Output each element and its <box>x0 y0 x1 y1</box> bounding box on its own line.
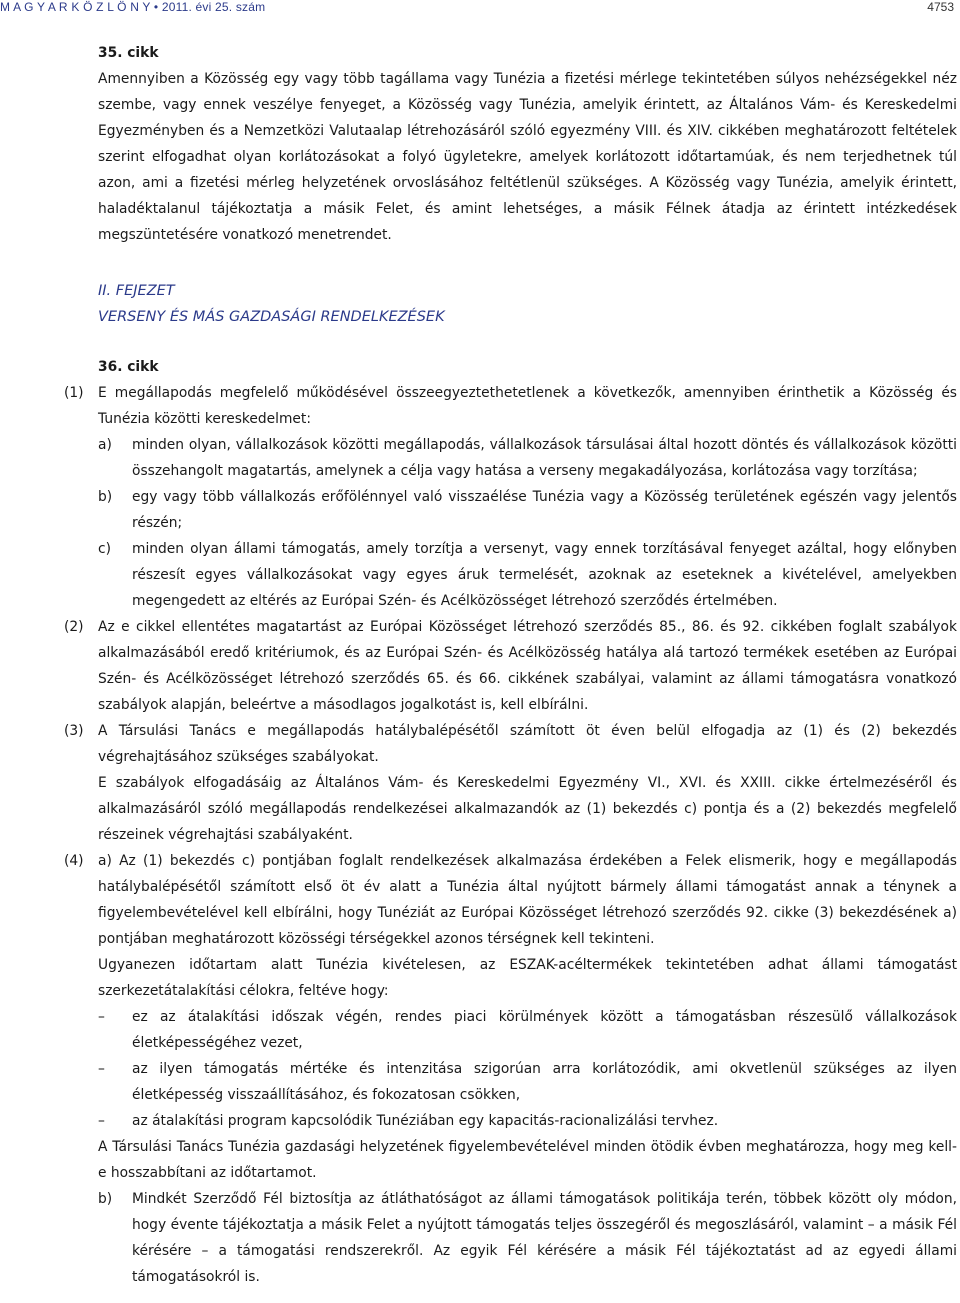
dash-text: az átalakítási program kapcsolódik Tunéziában egy kapacitás-racionalizálási tervhez. <box>132 1113 719 1129</box>
item-text: egy vagy több vállalkozás erőfölénnyel való visszaélése Tunézia vagy a Közösség területének egészén vagy jelentős részén; <box>132 489 957 531</box>
item-label: b) <box>98 489 113 505</box>
item-text: Mindkét Szerződő Fél biztosítja az átláthatóságot az állami támogatások politikája terén, többek között oly módon, hogy évente tájékoztatja a másik Felet a nyújtott támogatás teljes összegéről és megoszlásáról, valamint – a másik Fél kérésére – a támogatási rendszerekről. Az egyik Fél kérésére a másik Fél tájékoztatást ad az egyedi állami támogatásokról is. <box>132 1191 957 1285</box>
paragraph-2 <box>64 614 957 718</box>
page-number: 4753 <box>927 0 954 14</box>
paragraph-4 <box>64 848 957 1004</box>
list-item <box>98 484 957 536</box>
article-35-title: 35. cikk <box>98 45 159 61</box>
list-item <box>98 536 957 614</box>
list-item <box>98 1186 957 1290</box>
dash-item <box>98 1108 957 1134</box>
dash-mark: – <box>98 1009 105 1025</box>
article-35-text: Amennyiben a Közösség egy vagy több tagállama vagy Tunézia a fizetési mérlege tekintetében súlyos nehézségekkel néz szembe, vagy ennek veszélye fenyeget, a Közösség vagy Tunézia, amelyik érintett, az Általános Vám- és Kereskedelmi Egyezményben és a Nemzetközi Valutaalap létrehozásáról szóló egyezmény VIII. és XIV. cikkében meghatározott feltételek szerint elfogadhat olyan korlátozásokat a folyó ügyletekre, amelyek korlátozott időtartamúak, és nem terjedhetnek túl azon, ami a fizetési mérleg helyzetének orvoslásához feltétlenül szükséges. A Közösség vagy Tunézia, amelyik érintett, haladéktalanul tájékoztatja a másik Felet, és amint lehetséges, a másik Félnek átadja az érintett intézkedések megszüntetésére vonatkozó menetrendet. <box>98 71 957 243</box>
item-label: c) <box>98 541 111 557</box>
list-item <box>98 432 957 484</box>
dash-mark: – <box>98 1113 105 1129</box>
page-header <box>0 0 960 16</box>
paragraph-text: E megállapodás megfelelő működésével összeegyeztethetetlenek a következők, amennyiben érinthetik a Közösség és Tunézia közötti kereskedelmet: <box>98 385 957 427</box>
item-text: minden olyan, vállalkozások közötti megállapodás, vállalkozások társulásai által hozott döntés és vállalkozások közötti összehangolt magatartás, amelynek a célja vagy hatása a verseny megakadályozása, korlátozása vagy torzítása; <box>132 437 957 479</box>
dash-item <box>98 1004 957 1056</box>
item-label: a) <box>98 437 112 453</box>
dash-item <box>98 1056 957 1108</box>
dash-mark: – <box>98 1061 105 1077</box>
paragraph-number: (2) <box>64 619 84 635</box>
article-36-title: 36. cikk <box>98 359 159 375</box>
item-text: minden olyan állami támogatás, amely torzítja a versenyt, vagy ennek torzításával fenyeget azáltal, hogy előnyben részesít egyes vállalkozásokat vagy egyes áruk termelését, azoknak az eseteknek a kivételével, amelyekben megengedett az eltérés az Európai Szén- és Acélközösséget létrehozó szerződés értelmében. <box>132 541 957 609</box>
item-label: b) <box>98 1191 113 1207</box>
journal-title: M A G Y A R K Ö Z L Ö N Y • 2011. évi 25. szám <box>0 0 266 14</box>
dash-text: az ilyen támogatás mértéke és intenzitása szigorúan arra korlátozódik, ami okvetlenül szükséges az ilyen életképesség visszaállításához, és fokozatosan csökken, <box>132 1061 957 1103</box>
paragraph-text: A Társulási Tanács e megállapodás hatálybalépésétől számított öt éven belül elfogadja az (1) és (2) bekezdés végrehajtásához szükséges szabályokat. <box>98 723 957 765</box>
paragraph-text: Az e cikkel ellentétes magatartást az Európai Közösséget létrehozó szerződés 85., 86. és 92. cikkében foglalt szabályok alkalmazásából eredő kritériumok, és az Európai Szén- és Acélközösség hatálya alá tartozó termékek esetében az Európai Szén- és Acélközösséget létrehozó szerződés 65. és 66. cikkének szabályai, valamint az állami támogatásra vonatkozó szabályok alapján, beleértve a másodlagos jogalkotást is, kell elbírálni. <box>98 619 957 713</box>
dash-text: ez az átalakítási időszak végén, rendes piaci körülmények között a támogatásban részesülő vállalkozások életképességéhez vezet, <box>132 1009 957 1051</box>
paragraph-number: (4) <box>64 853 84 869</box>
paragraph-number: (1) <box>64 385 84 401</box>
paragraph-text: A Társulási Tanács Tunézia gazdasági helyzetének figyelembevételével minden ötödik évben meghatározza, hogy meg kell-e hosszabbítani az időtartamot. <box>98 1139 957 1181</box>
paragraph-3 <box>64 718 957 848</box>
paragraph-1 <box>64 380 957 432</box>
document-body <box>64 40 957 1290</box>
chapter-title: VERSENY ÉS MÁS GAZDASÁGI RENDELKEZÉSEK <box>98 309 445 325</box>
paragraph-text: E szabályok elfogadásáig az Általános Vám- és Kereskedelmi Egyezmény VI., XVI. és XXIII. cikke értelmezéséről és alkalmazásáról szóló megállapodás rendelkezései alkalmazandók az (1) bekezdés c) pontja és a (2) bekezdés megfelelő részeinek végrehajtási szabályaként. <box>98 775 957 843</box>
chapter-number: II. FEJEZET <box>98 283 175 299</box>
paragraph-text: a) Az (1) bekezdés c) pontjában foglalt rendelkezések alkalmazása érdekében a Felek elismerik, hogy e megállapodás hatálybalépésétől számított első öt év alatt a Tunézia által nyújtott bármely állami támogatást annak a ténynek a figyelembevételével kell elbírálni, hogy Tunéziát az Európai Közösséget létrehozó szerződés 92. cikke (3) bekezdésének a) pontjában meghatározott közösségi térségekkel azonos térségnek kell tekinteni. <box>98 853 957 947</box>
paragraph-number: (3) <box>64 723 84 739</box>
paragraph-text: Ugyanezen időtartam alatt Tunézia kivételesen, az ESZAK-acéltermékek tekintetében adhat állami támogatást szerkezetátalakítási célokra, feltéve hogy: <box>98 957 957 999</box>
